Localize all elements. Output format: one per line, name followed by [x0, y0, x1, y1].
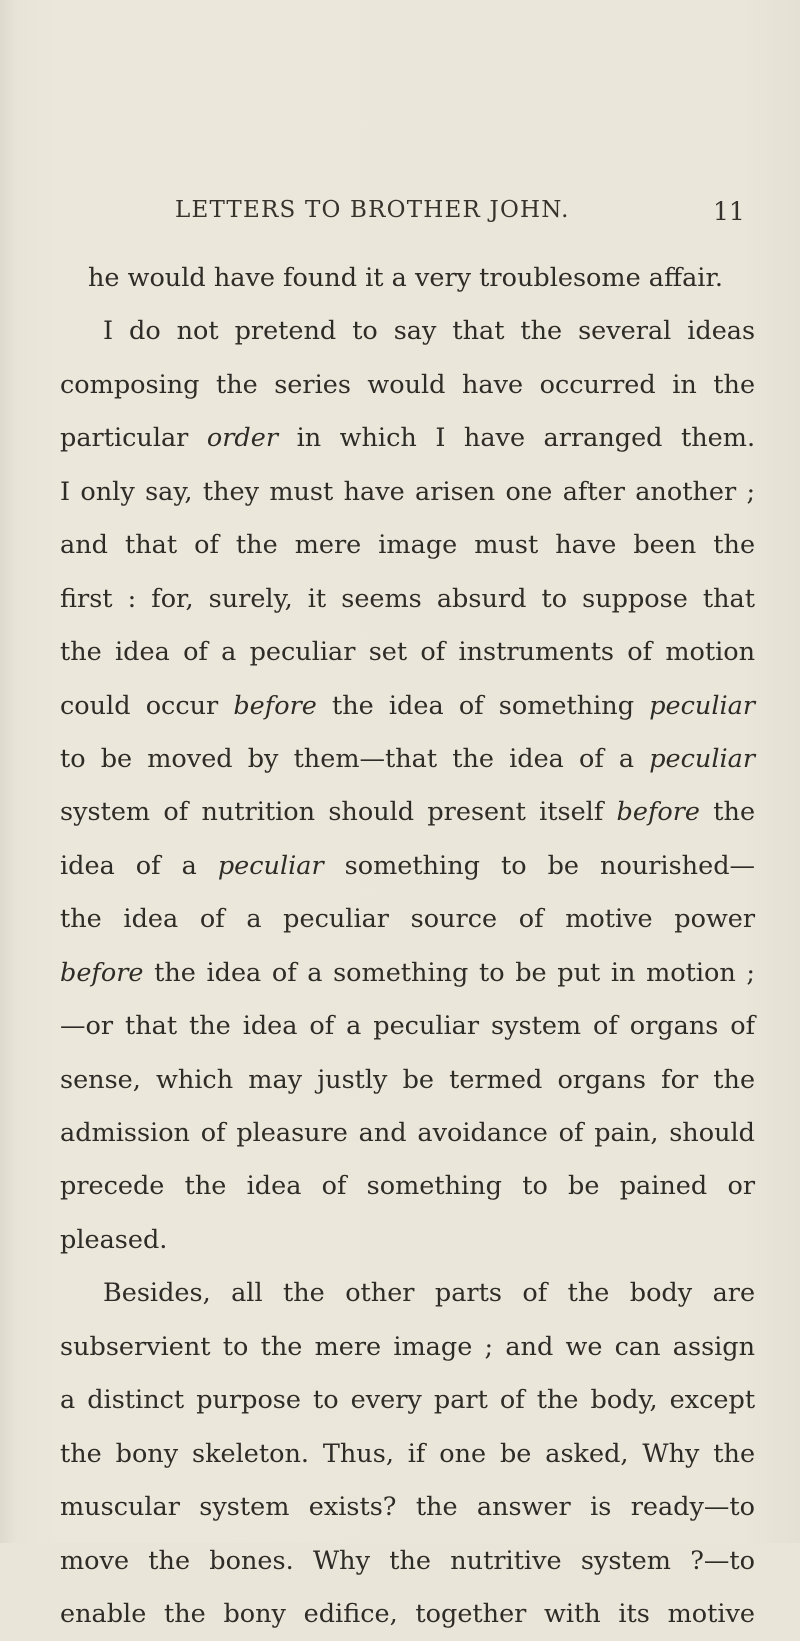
- text-line: the idea of a peculiar source of motive power: [60, 904, 756, 935]
- text-line: enable the bony edifice, together with its motive: [60, 1598, 756, 1629]
- text-line: to be moved by them—that the idea of a peculiar: [60, 743, 756, 774]
- text-line: I do not pretend to say that the several ideas: [103, 316, 756, 347]
- text-line: precede the idea of something to be pained or: [60, 1171, 756, 1202]
- text-line: muscular system exists? the answer is ready—to: [60, 1492, 755, 1523]
- text-line: Besides, all the other parts of the body are: [103, 1278, 756, 1309]
- text-line: subservient to the mere image ; and we can assign: [60, 1331, 756, 1362]
- text-line: sense, which may justly be termed organs for the: [60, 1064, 756, 1095]
- text-line: move the bones. Why the nutritive system ?—to: [60, 1545, 755, 1576]
- text-line: idea of a peculiar something to be nourished—: [60, 850, 756, 881]
- page-header: [0, 197, 800, 231]
- text-line: he would have found it a very troublesome affair.: [88, 263, 723, 293]
- text-line: the bony skeleton. Thus, if one be asked, Why the: [60, 1438, 756, 1469]
- text-line: particular order in which I have arranged them.: [60, 423, 756, 454]
- text-line: —or that the idea of a peculiar system of organs of: [60, 1011, 756, 1042]
- text-line: first : for, surely, it seems absurd to suppose that: [60, 583, 756, 614]
- text-line: system of nutrition should present itself before the: [60, 797, 756, 828]
- text-line: the idea of a peculiar set of instruments of motion: [60, 637, 756, 668]
- running-title: LETTERS TO BROTHER JOHN.: [175, 197, 570, 223]
- text-line: and that of the mere image must have been the: [60, 530, 756, 561]
- text-line: composing the series would have occurred in the: [60, 369, 756, 400]
- body-text: [60, 252, 755, 1641]
- text-line: admission of pleasure and avoidance of pain, should: [60, 1118, 755, 1148]
- text-line: pleased.: [60, 1224, 168, 1255]
- text-line: before the idea of a something to be put in motion ;: [60, 957, 755, 988]
- text-line: I only say, they must have arisen one after another ;: [60, 476, 756, 507]
- text-line: could occur before the idea of something peculiar: [60, 690, 756, 721]
- text-line: a distinct purpose to every part of the body, except: [60, 1385, 756, 1416]
- page-number: 11: [713, 197, 745, 226]
